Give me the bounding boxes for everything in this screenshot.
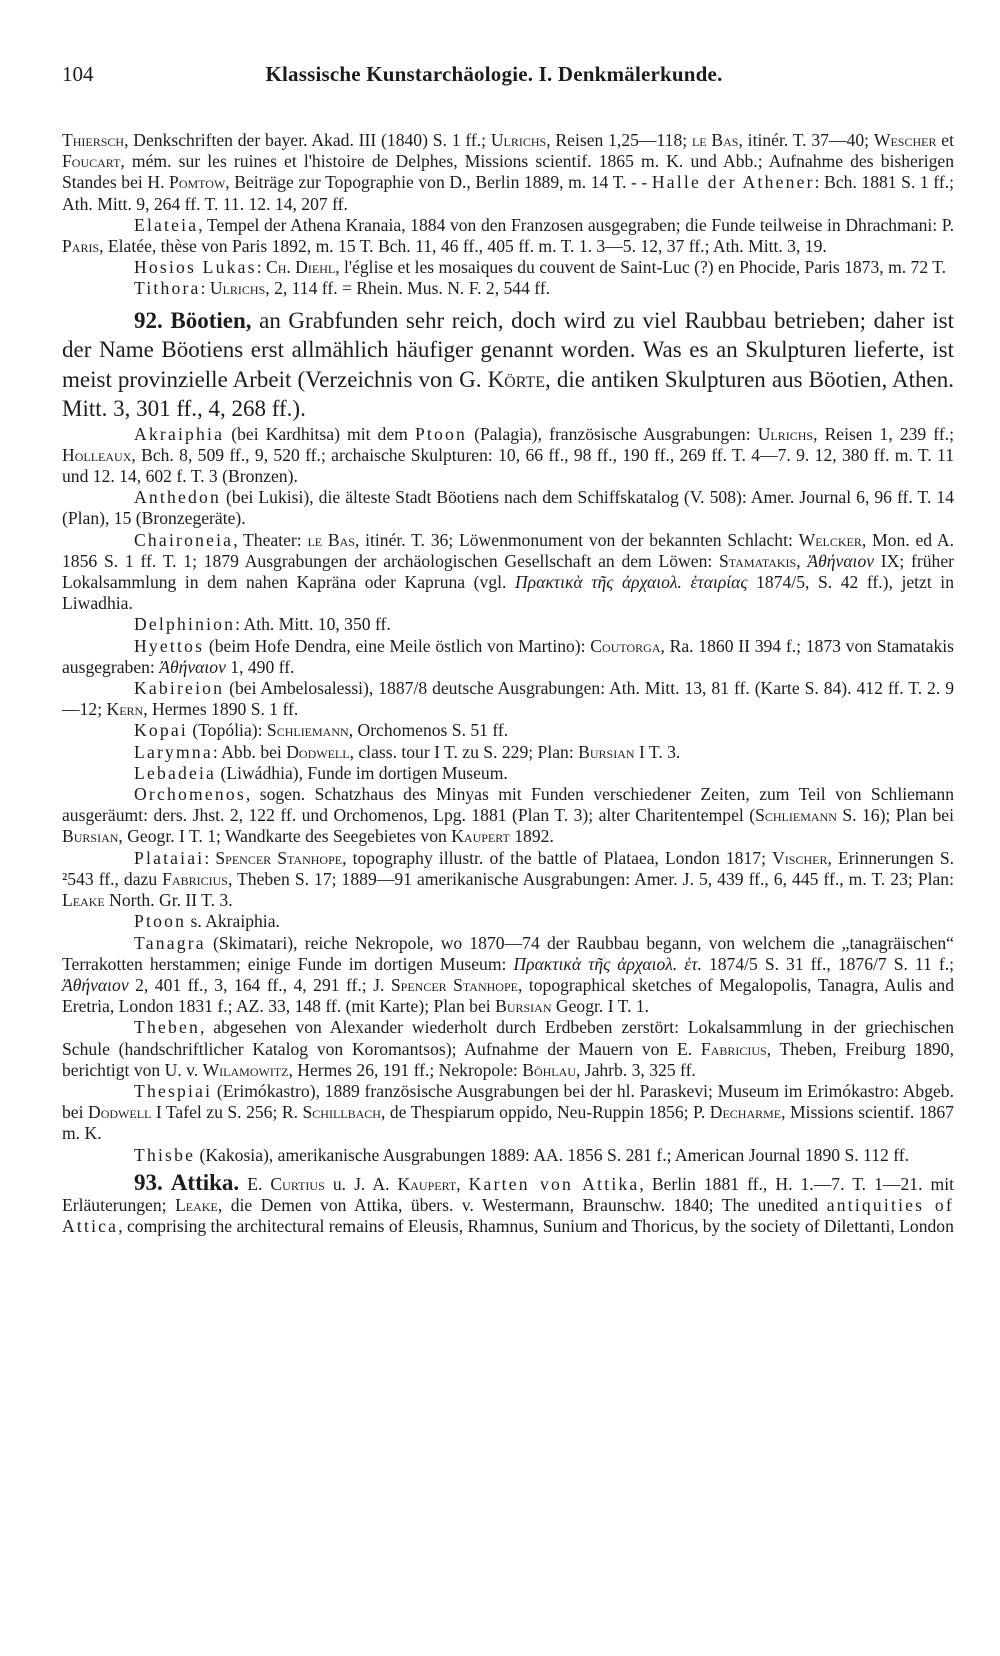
text-run: (Kakosia), amerikanische Ausgrabungen 1889: AA. 1856 S. 281 f.; American Journal 1890 S. 112 ff. [195, 1144, 909, 1165]
text-run: , Hermes 1890 S. 1 ff. [143, 699, 299, 720]
author-name: Fabricius [700, 1038, 767, 1059]
author-name: Ulrichs [490, 130, 547, 150]
author-name: Bursian [495, 996, 552, 1017]
text-run: , comprising the architectural remains of Eleusis, Rhamnus, Sunium and Thoricus, by the society of Dilettanti, London [118, 1216, 954, 1237]
text-run: 1874/5, S. 42 ff.), jetzt in Liwadhia. [62, 572, 954, 614]
text-run: , Orchomenos S. 51 ff. [348, 720, 509, 741]
place-name: Tithora [134, 278, 201, 299]
text-paragraph [62, 614, 954, 635]
text-run: , Bch. 8, 509 ff., 9, 520 ff.; archaische Skulpturen: 10, 66 ff., 98 ff., 190 ff., 269 ff. T. 4—7. 9. 12, 380 ff. m. T. 11 und 12. 14, 602 f. T. 3 (Bronzen). [62, 444, 954, 487]
text-run: , mém. sur les ruines et l'histoire de Delphes, Missions scientif. 1865 m. K. und Abb.; Aufnahme des bisherigen Standes bei H. [62, 151, 954, 193]
text-run: , Tempel der Athena Kranaia, 1884 von den Franzosen ausgegraben; die Funde teilweise in Dhrachmani: P. [198, 214, 954, 235]
author-name: Kern [106, 699, 144, 720]
place-name: Kabireion [134, 678, 225, 699]
section-number: 92. [134, 307, 163, 333]
text-run: : Bch. 1881 S. 1 ff.; Ath. Mitt. 9, 264 ff. T. 11. 12. 14, 207 ff. [62, 172, 954, 214]
text-run: , Jahrb. 3, 325 ff. [575, 1059, 696, 1080]
text-run: (beim Hofe Dendra, eine Meile östlich von Martino): [204, 635, 591, 656]
text-paragraph [62, 1145, 954, 1166]
author-name: Decharme [709, 1102, 782, 1123]
author-name: Körte [487, 366, 545, 392]
place-name: Thisbe [134, 1144, 196, 1165]
author-name: Vischer [772, 847, 828, 868]
author-name: Schliemann [755, 805, 837, 826]
place-name: Ptoon [414, 423, 468, 444]
text-paragraph [62, 933, 954, 1018]
text-paragraph [62, 636, 954, 678]
place-name: Lebadeia [134, 762, 217, 783]
text-paragraph [62, 720, 954, 741]
place-name: Chaironeia [134, 529, 234, 550]
page-number: 104 [62, 62, 94, 86]
text-run: , die antiken Skulpturen aus Böotien, Athen. Mitt. 3, 301 ff., 4, 268 ff.). [62, 366, 954, 422]
greek-title: Ἀθήναιον [807, 550, 875, 571]
author-name: Pomtow [169, 172, 226, 193]
author-name: Stamatakis [719, 550, 797, 571]
author-name: Thiersch [62, 130, 125, 150]
greek-title: Πρακτικὰ τῆς ἀρχαιολ. ἑταιρίας [514, 572, 748, 593]
text-run: , itinér. T. 37—40; [738, 130, 874, 150]
author-name: le Bas [307, 529, 355, 550]
text-run: , Theben, Freiburg 1890, berichtigt von U. v. [62, 1038, 954, 1080]
text-run: (Liwádhia), Funde im dortigen Museum. [216, 762, 508, 783]
text-paragraph [62, 487, 954, 529]
text-run: , Mon. ed A. 1856 S. 1 ff. T. 1; 1879 Ausgrabungen der archäologischen Gesellschaft an dem Löwen: [62, 529, 955, 571]
place-name: Halle der Athener [651, 172, 815, 193]
author-name: Leake [62, 890, 105, 911]
text-run: , sogen. Schatzhaus des Minyas mit Funden verschiedener Zeiten, zum Teil von Schliemann ausgeräumt: ders. Jhst. 2, 122 ff. und Orchomenos, Lpg. 1881 (Plan T. 3); alter Charitentempel ( [62, 784, 954, 826]
author-name: Dodwell [88, 1102, 152, 1123]
greek-title: Ἀθήναιον [62, 974, 129, 995]
text-run: , Elatée, thèse von Paris 1892, m. 15 T. Bch. 11, 46 ff., 405 ff. m. T. 1. 3—5. 12, 37 ff.; Ath. Mitt. 3, 19. [99, 236, 827, 257]
author-name: Curtius [270, 1173, 325, 1194]
author-name: Ch. Diehl [265, 257, 336, 278]
text-paragraph [62, 911, 954, 932]
author-name: Spencer Stanhope [390, 974, 518, 995]
author-name: Coutorga [590, 635, 661, 656]
text-run: et [936, 130, 954, 150]
text-paragraph [62, 530, 954, 615]
text-run: 2, 401 ff., 3, 164 ff., 4, 291 ff.; J. [128, 974, 391, 995]
author-name: Schillbach [302, 1102, 381, 1123]
text-run: , 2, 114 ff. = Rhein. Mus. N. F. 2, 544 ff. [265, 278, 551, 299]
text-run: IX; früher Lokalsammlung in dem nahen Kapräna oder Kapruna (vgl. [62, 550, 955, 593]
author-name: Schliemann [266, 720, 349, 741]
text-run: (bei Kardhitsa) mit dem [224, 423, 415, 444]
text-run: , Hermes 26, 191 ff.; Nekropole: [288, 1059, 523, 1080]
text-run: S. 16); Plan bei [836, 805, 954, 826]
text-run: s. Akraiphia. [186, 911, 280, 932]
text-run: , class. tour I T. zu S. 229; Plan: [349, 741, 579, 762]
text-run: , abgesehen von Alexander wiederholt durch Erdbeben zerstört: Lokalsammlung in der griechischen Schule (handschriftlicher Katalog von Koromantsos); Aufnahme der Mauern von E. [62, 1017, 954, 1059]
text-run: , Theben S. 17; 1889—91 amerikanische Ausgrabungen: Amer. J. 5, 439 ff., 6, 445 ff., m. T. 23; Plan: [227, 868, 954, 889]
author-name: Wescher [873, 130, 937, 150]
place-name: Kopai [134, 720, 188, 741]
page-body [62, 130, 954, 1237]
text-run: , Erinnerungen S. ²543 ff., dazu [62, 847, 954, 889]
text-run: , de Thespiarum oppido, Neu-Ruppin 1856; P. [380, 1102, 710, 1123]
author-name: Welcker [798, 529, 862, 550]
author-name: Kaupert [451, 826, 510, 847]
text-run: I Tafel zu S. 256; R. [151, 1102, 303, 1123]
text-paragraph [62, 1017, 954, 1081]
place-name: Anthedon [134, 487, 221, 508]
text-run: North. Gr. II T. 3. [104, 890, 233, 911]
text-paragraph [62, 215, 954, 257]
text-run: , Missions scientif. 1867 m. K. [62, 1102, 954, 1144]
place-name: Thespiai [134, 1080, 213, 1101]
text-run: , [456, 1173, 469, 1194]
text-run: an Grabfunden sehr reich, doch wird zu viel Raubbau betrieben; daher ist der Name Böotiens erst allmählich häufiger genannt worden. Was es an Skulpturen lieferte, ist meist provinzielle Arbeit (Verzeichnis von G. [62, 307, 954, 392]
author-name: Böhlau [522, 1059, 576, 1080]
running-head [62, 62, 954, 102]
author-name: Foucart [62, 151, 121, 172]
text-paragraph [62, 784, 954, 848]
section-number: 93. [134, 1169, 163, 1195]
place-name: Tanagra [134, 932, 206, 953]
place-name: Hyettos [134, 635, 205, 656]
text-run: , Geogr. I T. 1; Wandkarte des Seegebietes von [118, 826, 452, 847]
text-paragraph [62, 278, 954, 299]
text-paragraph [62, 763, 954, 784]
text-run: : [200, 278, 210, 299]
text-run: (Erimókastro), 1889 französische Ausgrabungen bei der hl. Paraskevi; Museum im Erimókastro: Abgeb. bei [62, 1080, 954, 1123]
author-name: Leake [175, 1194, 218, 1215]
author-name: Fabricius [162, 868, 228, 889]
place-name: Elateia [134, 214, 199, 235]
section-title: Attika. [170, 1169, 240, 1195]
place-name: Hosios Lukas [134, 257, 257, 278]
text-run: , Reisen 1, 239 ff.; [813, 423, 954, 444]
running-title: Klassische Kunstarchäologie. I. Denkmälerkunde. [265, 62, 723, 86]
place-name: Delphinion [134, 614, 236, 635]
text-run: , Ra. 1860 II 394 f.; 1873 von Stamatakis ausgegraben: [62, 635, 954, 677]
author-name: Wilamowitz [202, 1059, 289, 1080]
place-name: Theben [134, 1017, 200, 1038]
place-name: Akraiphia [134, 423, 225, 444]
text-run: u. J. A. [324, 1173, 398, 1194]
greek-title: Πρακτικὰ τῆς ἀρχαιολ. ἑτ. [513, 953, 702, 974]
place-name: antiquities of Attica [62, 1194, 954, 1237]
place-name: Larymna [134, 741, 213, 762]
text-run: , die Demen von Attika, übers. v. Westermann, Braunschw. 1840; The unedited [217, 1194, 827, 1215]
text-run: , itinér. T. 36; Löwenmonument von der bekannten Schlacht: [354, 529, 799, 550]
text-run: , Berlin 1881 ff., H. 1.—7. T. 1—21. mit Erläuterungen; [62, 1173, 955, 1215]
text-paragraph [62, 424, 954, 488]
section-paragraph [62, 1169, 955, 1238]
text-run: : [204, 847, 216, 868]
author-name: Ulrichs [209, 278, 266, 299]
text-run: , Denkschriften der bayer. Akad. III (1840) S. 1 ff.; [124, 130, 491, 150]
author-name: Bursian [62, 826, 119, 847]
author-name: Spencer Stanhope [215, 847, 343, 868]
author-name: Holleaux [62, 444, 132, 465]
text-run: Geogr. I T. 1. [551, 996, 650, 1017]
author-name: Dodwell [286, 741, 350, 762]
text-paragraph [62, 678, 954, 720]
text-run: , topography illustr. of the battle of Plataea, London 1817; [342, 847, 773, 868]
place-name: Karten von Attika [468, 1173, 640, 1194]
author-name: le Bas [691, 130, 739, 150]
author-name: Ulrichs [757, 423, 814, 444]
section-title: Böotien, [170, 307, 252, 333]
author-name: Kaupert [397, 1173, 457, 1194]
text-paragraph [62, 130, 954, 215]
text-run: , l'église et les mosaiques du couvent de Saint-Luc (?) en Phocide, Paris 1873, m. 72 T. [335, 257, 947, 278]
text-run: I T. 3. [634, 741, 681, 762]
text-paragraph [62, 742, 954, 763]
text-run: 1874/5 S. 31 ff., 1876/7 S. 11 f.; [701, 953, 955, 974]
text-run: , Theater: [233, 529, 308, 550]
text-run: 1892. [509, 826, 554, 847]
text-run: : Abb. bei [212, 741, 287, 762]
text-run: , Beiträge zur Topographie von D., Berlin 1889, m. 14 T. - - [225, 172, 652, 193]
text-paragraph [62, 257, 954, 278]
text-run: : [256, 257, 266, 278]
text-paragraph [62, 1081, 954, 1145]
place-name: Ptoon [134, 911, 187, 932]
place-name: Orchomenos [134, 784, 246, 805]
greek-title: Ἀθήναιον [159, 656, 226, 677]
text-run: 1, 490 ff. [225, 656, 295, 677]
text-run: : Ath. Mitt. 10, 350 ff. [235, 614, 391, 635]
text-run: (Palagia), französische Ausgrabungen: [467, 423, 758, 444]
text-run: (bei Ambelosalessi), 1887/8 deutsche Ausgrabungen: Ath. Mitt. 13, 81 ff. (Karte S. 84). 412 ff. T. 2. 9—12; [62, 678, 954, 720]
text-run: (Skimatari), reiche Nekropole, wo 1870—74 der Raubbau begann, von welchem die „tanagräischen“ Terrakotten herstammen; einige Funde im dortigen Museum: [62, 932, 954, 974]
place-name: Plataiai [134, 847, 205, 868]
text-run: , topographical sketches of Megalopolis, Tanagra, Aulis and Eretria, London 1831 f.; AZ. 33, 148 ff. (mit Karte); Plan bei [62, 974, 955, 1017]
text-paragraph [62, 848, 954, 912]
section-paragraph [62, 306, 954, 424]
text-run: , Reisen 1,25—118; [546, 130, 692, 150]
author-name: Paris [62, 236, 100, 257]
text-run: , [796, 550, 808, 571]
text-run: (bei Lukisi), die älteste Stadt Böotiens nach dem Schiffskatalog (V. 508): Amer. Journal 6, 96 ff. T. 14 (Plan), 15 (Bronzegeräte). [62, 487, 954, 529]
author-name: Bursian [578, 741, 635, 762]
text-run: E. [247, 1173, 271, 1194]
text-run: (Topólia): [188, 720, 267, 741]
